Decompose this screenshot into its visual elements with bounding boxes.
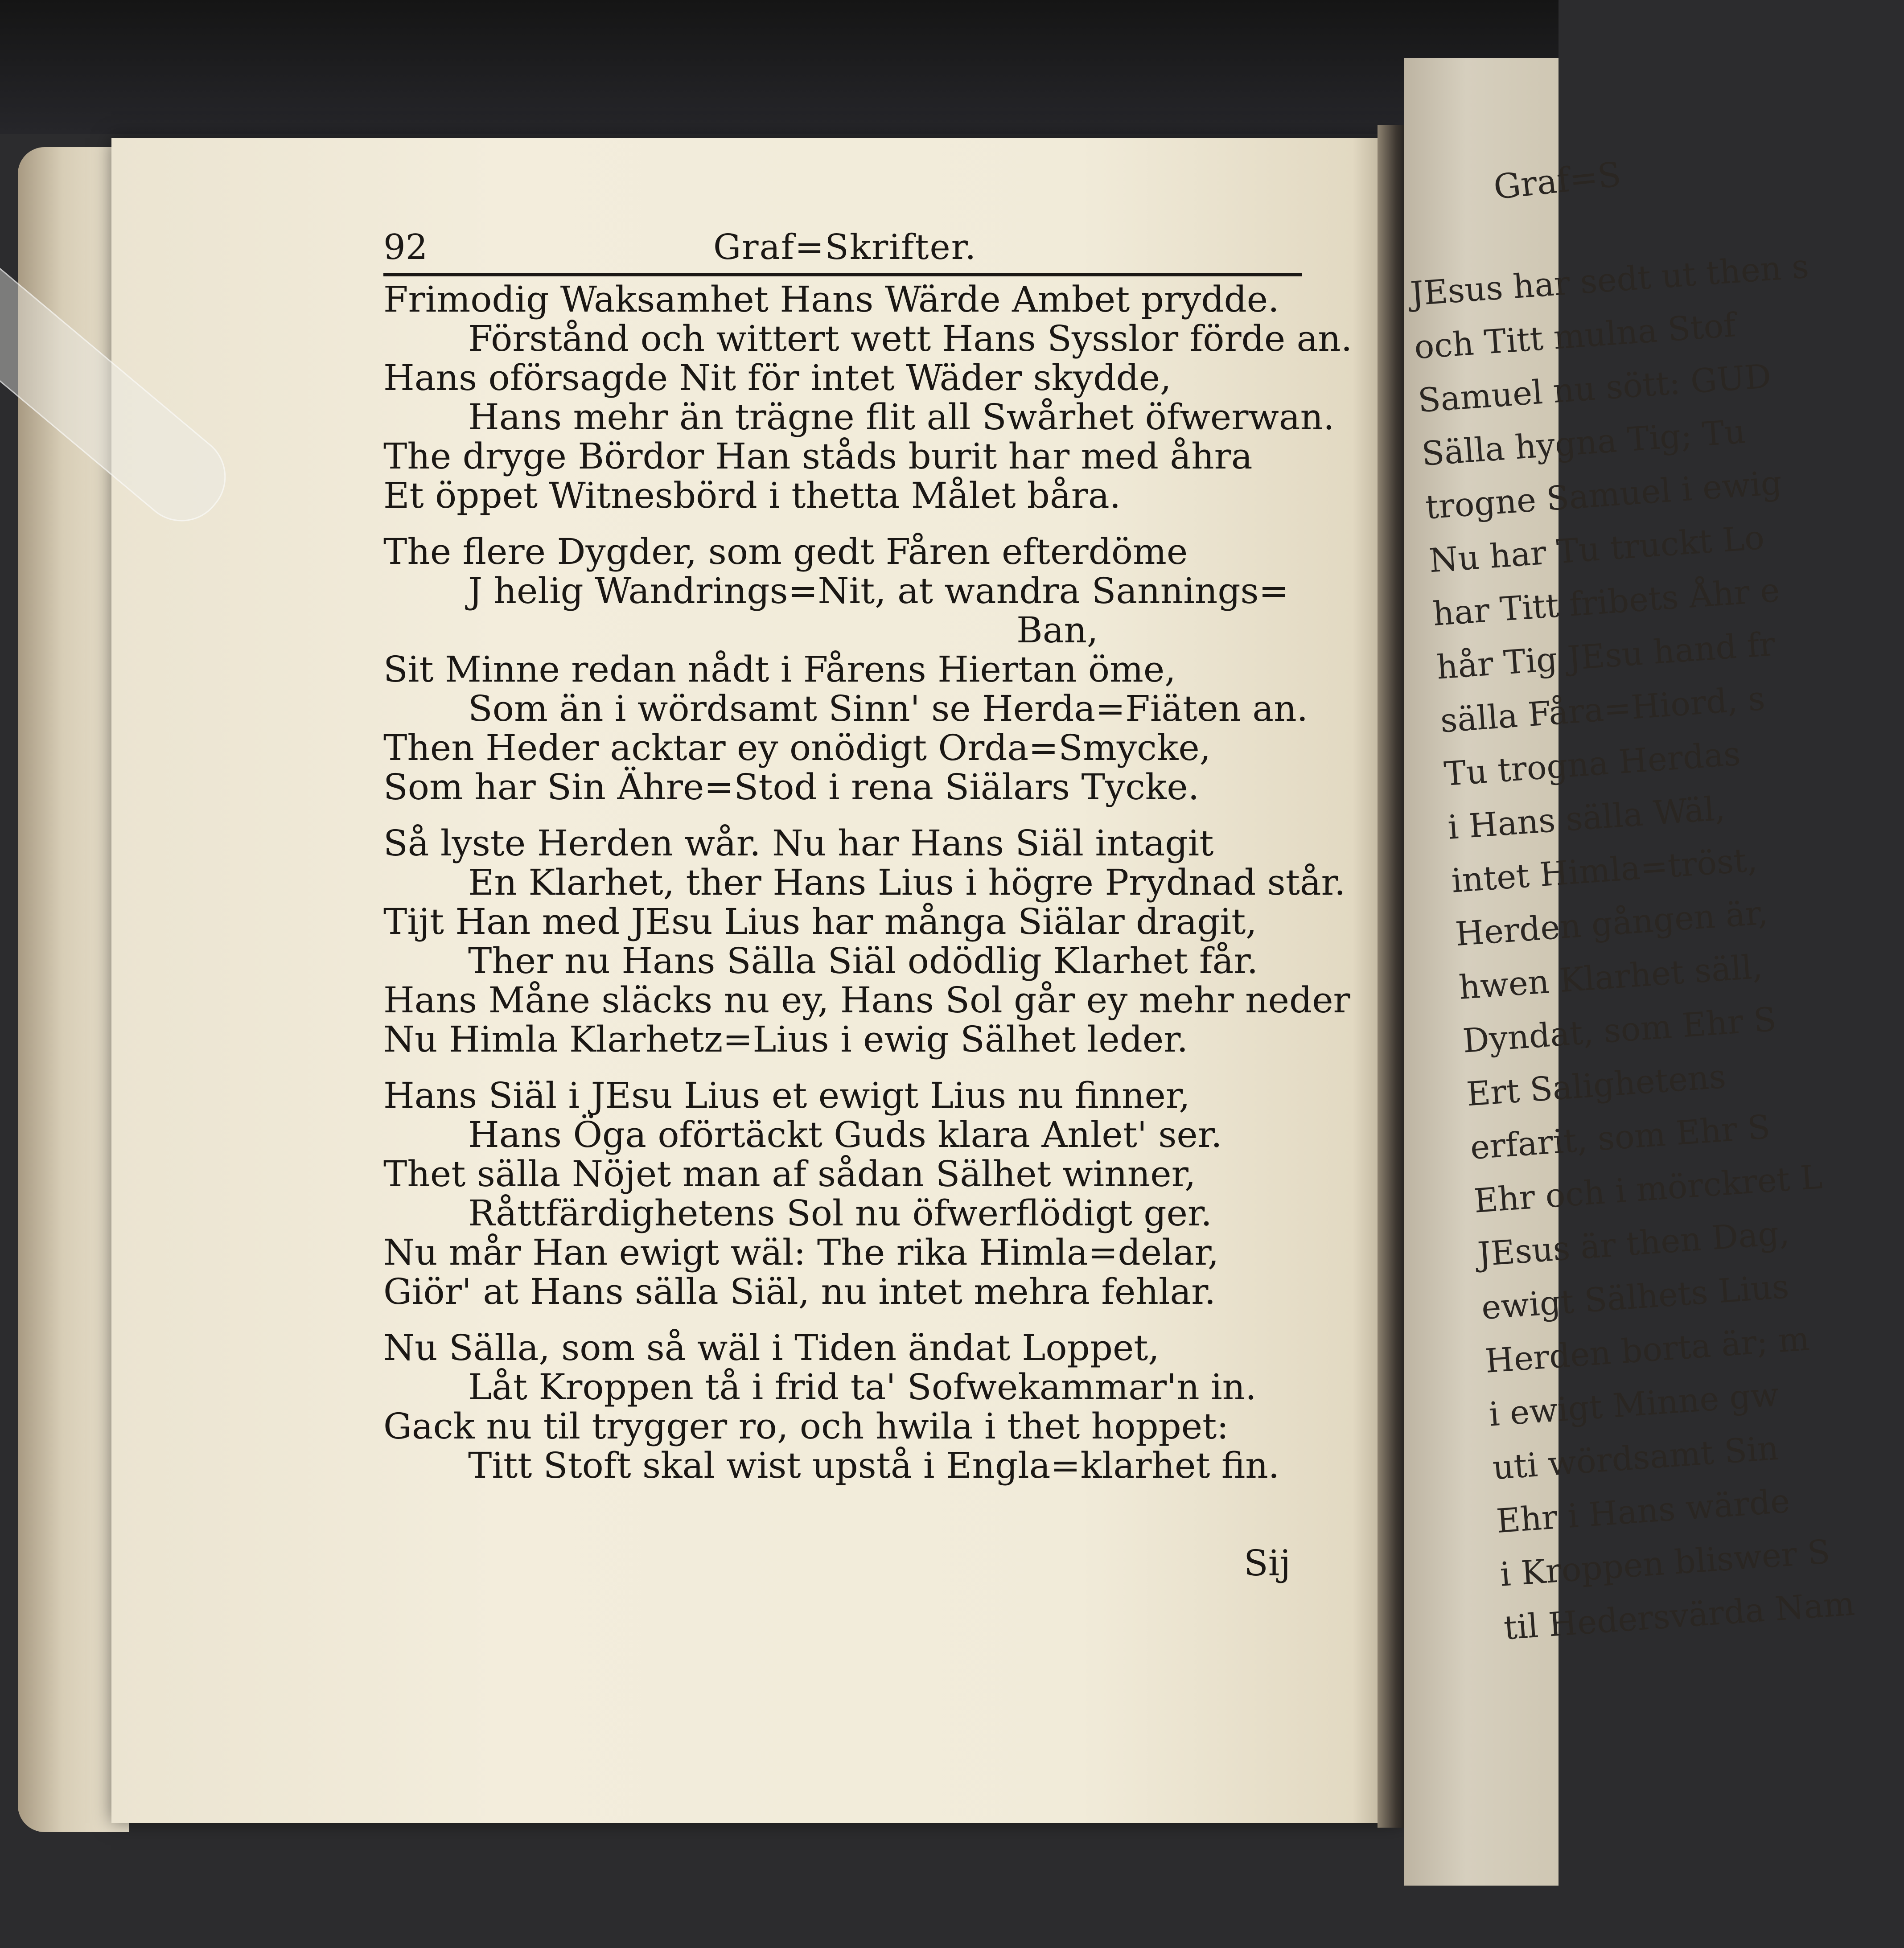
facing-page-line: uti wördsamt Sin bbox=[1491, 1429, 1780, 1488]
header-rule bbox=[383, 273, 1302, 276]
stanza-gap bbox=[383, 1311, 1311, 1328]
verse-line: Nu Himla Klarhetz=Lius i ewig Sälhet leder. bbox=[383, 1019, 1188, 1060]
verse-line: J helig Wandrings=Nit, at wandra Sannings= bbox=[468, 570, 1289, 612]
verse-line: Thet sälla Nöjet man af sådan Sälhet winner, bbox=[383, 1153, 1196, 1195]
facing-page-line: Ehr i Hans wärde bbox=[1495, 1482, 1791, 1541]
facing-page-line: hår Tig JEsu hand fr bbox=[1435, 625, 1777, 687]
verse-line: Et öppet Witnesbörd i thetta Målet båra. bbox=[383, 475, 1121, 516]
page-number: 92 bbox=[383, 227, 428, 267]
verse-line: Tijt Han med JEsu Lius har många Siälar dragit, bbox=[383, 901, 1257, 942]
facing-page-line: Nu har Tu truckt Lo bbox=[1428, 518, 1766, 580]
verse-line: Ban, bbox=[1016, 609, 1098, 651]
verse-line: The flere Dygder, som gedt Fåren efterdöme bbox=[383, 531, 1188, 572]
dark-backdrop bbox=[0, 0, 1559, 134]
verse-line: Then Heder acktar ey onödigt Orda=Smycke, bbox=[383, 727, 1211, 769]
facing-page-line: hwen Klarhet säll, bbox=[1458, 947, 1764, 1007]
facing-page-line: i Kroppen bliswer S bbox=[1499, 1533, 1831, 1594]
catchword: Sij bbox=[1244, 1542, 1291, 1584]
facing-page-line: Herden gången är, bbox=[1454, 893, 1769, 954]
facing-page-line: Ehr och i mörckret L bbox=[1472, 1158, 1824, 1221]
facing-page-line: Ert Salighetens bbox=[1465, 1057, 1727, 1114]
facing-page bbox=[1404, 58, 1856, 1886]
running-title: Graf=Skrifter. bbox=[713, 227, 977, 267]
verse-line: Gack nu til trygger ro, och hwila i thet hoppet: bbox=[383, 1406, 1229, 1447]
facing-page-line: intet Himla=tröst, bbox=[1450, 840, 1759, 900]
stanza-gap bbox=[383, 807, 1311, 824]
verse-line: Nu Sälla, som så wäl i Tiden ändat Loppet, bbox=[383, 1327, 1160, 1369]
facing-page-line: Samuel nu sött: GUD bbox=[1416, 357, 1772, 420]
facing-page-line: JEsus har sedt ut then s bbox=[1409, 247, 1810, 313]
verse-line: Som har Sin Ähre=Stod i rena Siälars Tycke. bbox=[383, 766, 1200, 808]
verse-line: Förstånd och wittert wett Hans Sysslor förde an. bbox=[468, 318, 1353, 359]
verse-line: En Klarhet, ther Hans Lius i högre Prydnad står. bbox=[468, 862, 1346, 903]
verse-line: Hans mehr än trägne flit all Swårhet öfwerwan. bbox=[468, 396, 1335, 438]
verse-line: Hans Öga oförtäckt Guds klara Anlet' ser. bbox=[468, 1114, 1222, 1155]
verse-line: Låt Kroppen tå i frid ta' Sofwekammar'n in. bbox=[468, 1366, 1257, 1408]
verse-line: Titt Stoft skal wist upstå i Engla=klarhet fin. bbox=[468, 1445, 1280, 1486]
facing-page-line: Tu trogna Herdas bbox=[1443, 734, 1742, 794]
facing-page-line: erfarit, som Ehr S bbox=[1469, 1108, 1772, 1167]
facing-page-line: trogne Samuel i ewig bbox=[1424, 463, 1783, 527]
facing-page-line: Sälla hygna Tig; Tu bbox=[1420, 412, 1747, 473]
facing-page-line: i Hans sälla Wäl, bbox=[1446, 789, 1727, 847]
facing-page-line: Dyndat, som Ehr S bbox=[1461, 1000, 1778, 1060]
facing-page-line: ewigt Sälhets Lius bbox=[1480, 1267, 1790, 1327]
verse-line: Så lyste Herden wår. Nu har Hans Siäl intagit bbox=[383, 822, 1214, 864]
verse-line: Frimodig Waksamhet Hans Wärde Ambet prydde. bbox=[383, 279, 1279, 320]
verse-line: Sit Minne redan nådt i Fårens Hiertan öme, bbox=[383, 649, 1176, 690]
facing-page-line: sälla Fåra=Hiord, s bbox=[1439, 679, 1766, 740]
facing-page-line: och Titt mulna Stof bbox=[1413, 306, 1737, 367]
facing-page-line: JEsus är then Dag, bbox=[1476, 1213, 1791, 1274]
facing-page-line: har Titt fribets Åhr e bbox=[1431, 571, 1781, 633]
facing-page-text bbox=[1409, 247, 1856, 1655]
poem-text bbox=[383, 279, 1353, 1486]
verse-line: The dryge Bördor Han ståds burit har med åhra bbox=[383, 436, 1253, 477]
verse-line: Nu mår Han ewigt wäl: The rika Himla=delar, bbox=[383, 1232, 1219, 1273]
facing-page-header: Graf=S bbox=[1492, 154, 1623, 207]
verse-line: Hans Måne släcks nu ey, Hans Sol går ey mehr neder bbox=[383, 979, 1350, 1021]
verse-line: Som än i wördsamt Sinn' se Herda=Fiäten an. bbox=[468, 688, 1308, 729]
stanza-gap bbox=[383, 1059, 1311, 1076]
stanza-gap bbox=[383, 515, 1311, 532]
verse-line: Giör' at Hans sälla Siäl, nu intet mehra fehlar. bbox=[383, 1271, 1216, 1312]
facing-page-line: til Hedersvärda Nam bbox=[1502, 1584, 1856, 1648]
verse-line: Råttfärdighetens Sol nu öfwerflödigt ger. bbox=[468, 1192, 1212, 1234]
facing-page-line: i ewigt Minne gw bbox=[1487, 1375, 1780, 1434]
verse-line: Ther nu Hans Sälla Siäl odödlig Klarhet får. bbox=[468, 940, 1258, 982]
verse-line: Hans oförsagde Nit för intet Wäder skydde, bbox=[383, 357, 1172, 399]
verse-line: Hans Siäl i JEsu Lius et ewigt Lius nu finner, bbox=[383, 1075, 1190, 1116]
facing-page-line: Herden borta är; m bbox=[1484, 1319, 1811, 1381]
